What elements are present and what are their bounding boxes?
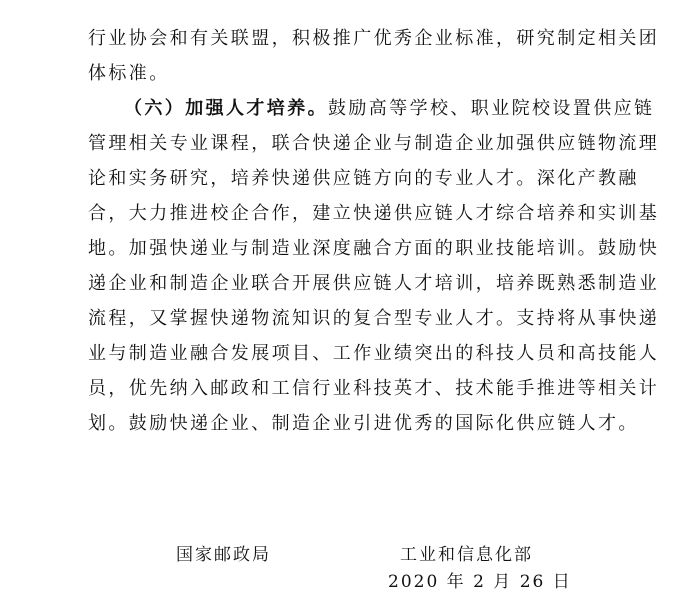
paragraph-line: 员，优先纳入邮政和工信行业科技英才、技术能手推进等相关计 <box>88 378 660 399</box>
section-heading-continuation: 鼓励高等学校、职业院校设置供应链 <box>328 98 655 119</box>
paragraph-line: 行业协会和有关联盟，积极推广优秀企业标准，研究制定相关团 <box>88 28 660 49</box>
paragraph-line: 划。鼓励快递企业、制造企业引进优秀的国际化供应链人才。 <box>88 413 639 434</box>
paragraph-line: 地。加强快递业与制造业深度融合方面的职业技能培训。鼓励快 <box>88 238 660 259</box>
paragraph-line: 业与制造业融合发展项目、工作业绩突出的科技人员和高技能人 <box>88 343 660 364</box>
signature-left-org: 国家邮政局 <box>176 545 271 565</box>
section-heading: （六）加强人才培养。 <box>124 98 328 119</box>
signature-date: 2020 年 2 月 26 日 <box>388 572 572 592</box>
paragraph-line: 管理相关专业课程，联合快递企业与制造企业加强供应链物流理 <box>88 133 660 154</box>
paragraph-line: 流程，又掌握快递物流知识的复合型专业人才。支持将从事快递 <box>88 308 660 329</box>
paragraph-line: 递企业和制造企业联合开展供应链人才培训，培养既熟悉制造业 <box>88 273 660 294</box>
signature-right-org: 工业和信息化部 <box>400 545 533 565</box>
paragraph-line: 论和实务研究，培养快递供应链方向的专业人才。深化产教融 <box>88 168 639 189</box>
section-heading-line <box>124 97 655 121</box>
paragraph-line: 体标准。 <box>88 63 170 84</box>
paragraph-line: 合，大力推进校企合作，建立快递供应链人才综合培养和实训基 <box>88 203 660 224</box>
